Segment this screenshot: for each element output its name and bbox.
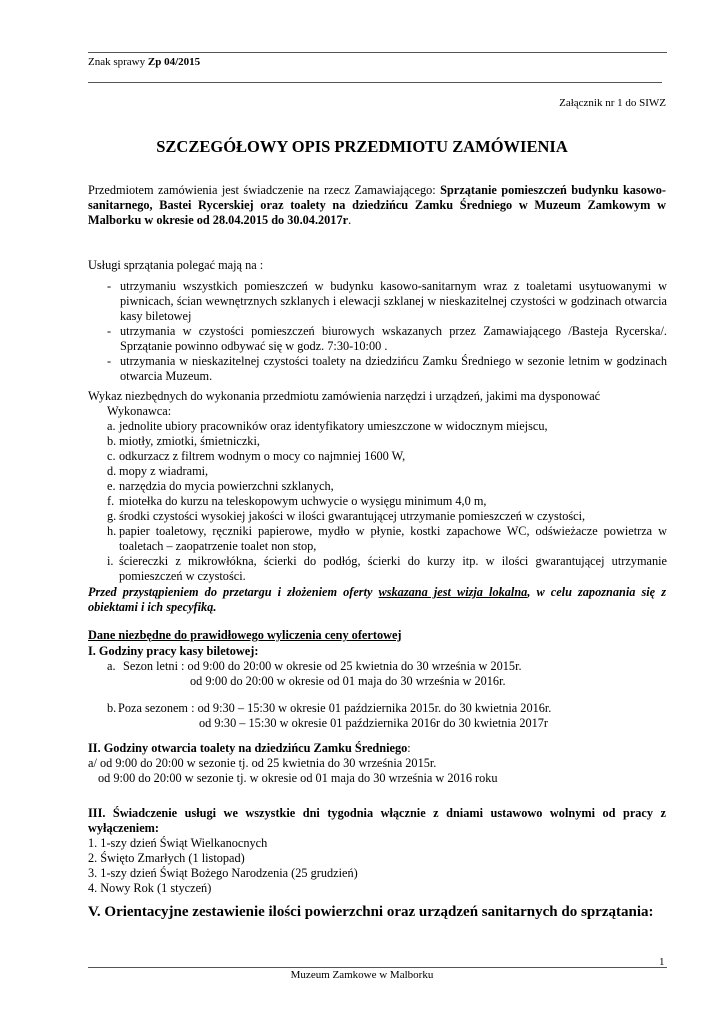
- list-item: c. odkurzacz z filtrem wodnym o mocy co najmniej 1600 W,: [107, 449, 406, 463]
- header-rule-top: [88, 52, 667, 53]
- tools-lead-contractor: Wykonawca:: [107, 404, 172, 418]
- site-visit-notice: Przed przystąpieniem do przetargu i złożeniem oferty wskazana jest wizja lokalna, w celu zapoznania się z obiektami i ich specyfiką.: [88, 585, 667, 614]
- list-item: i. ściereczki z mikrowłókna, ścierki do podłóg, ścierki do kurzy itp. w ilości gwarantującej utrzymanie pomieszczeń w czystości.: [107, 554, 667, 583]
- pricing-heading: Dane niezbędne do prawidłowego wyliczenia ceny ofertowej: [88, 628, 402, 642]
- section-1-a-line1: Sezon letni : od 9:00 do 20:00 w okresie od 25 kwietnia do 30 września w 2015r.: [123, 659, 522, 673]
- page-title: SZCZEGÓŁOWY OPIS PRZEDMIOTU ZAMÓWIENIA: [156, 137, 568, 156]
- list-item: 3. 1-szy dzień Świąt Bożego Narodzenia (25 grudzień): [88, 866, 358, 880]
- intro-lead: Przedmiotem zamówienia jest świadczenie na rzecz Zamawiającego:: [88, 183, 441, 197]
- services-lead: Usługi sprzątania polegać mają na :: [88, 258, 264, 272]
- list-item: e. narzędzia do mycia powierzchni szklanych,: [107, 479, 334, 493]
- case-number: Zp 04/2015: [147, 56, 201, 68]
- list-item: b. miotły, zmiotki, śmietniczki,: [107, 434, 260, 448]
- list-item: - utrzymania w nieskazitelnej czystości toalety na dziedzińcu Zamku Średniego w sezonie letnim w godzinach otwarcia Muzeum.: [107, 354, 667, 383]
- section-1-a-label: a.: [107, 659, 116, 673]
- attachment-label: Załącznik nr 1 do SIWZ: [559, 97, 666, 109]
- section-3-list: [88, 836, 358, 896]
- list-item: d. mopy z wiadrami,: [107, 464, 209, 478]
- list-item: a. jednolite ubiory pracowników oraz identyfikatory umieszczone w widocznym miejscu,: [107, 419, 548, 433]
- intro-paragraph: [88, 183, 666, 228]
- section-3-heading: III. Świadczenie usługi we wszystkie dni tygodnia włącznie z dniami ustawowo wolnymi od pracy z wyłączeniem:: [88, 806, 666, 835]
- section-2-line2: od 9:00 do 20:00 w sezonie tj. w okresie od 01 maja do 30 września w 2016 roku: [98, 771, 498, 785]
- list-item: 1. 1-szy dzień Świąt Wielkanocnych: [88, 836, 268, 850]
- list-item: - utrzymania w czystości pomieszczeń biurowych wskazanych przez Zamawiającego /Basteja Rycerska/. Sprzątanie powinno odbywać się w godz. 7:30-10:00 .: [107, 324, 667, 353]
- intro-tail: .: [348, 213, 352, 227]
- section-1-heading: I. Godziny pracy kasy biletowej:: [88, 644, 259, 658]
- list-item: g. środki czystości wysokiej jakości w ilości gwarantującej utrzymanie pomieszczeń w czystości,: [107, 509, 586, 523]
- tools-list: [107, 419, 667, 584]
- intro-subject: Sprzątanie pomieszczeń budynku kasowo-sanitarnego, Bastei Rycerskiej oraz toalety na dziedzińcu Zamku Średniego w Muzeum Zamkowym w Malborku w okresie od 28.04.2015 do 30.04.2017r: [88, 183, 666, 227]
- section-5-heading: V. Orientacyjne zestawienie ilości powierzchni oraz urządzeń sanitarnych do sprzątania:: [88, 904, 654, 920]
- section-2-heading: II. Godziny otwarcia toalety na dziedzińcu Zamku Średniego:: [88, 741, 411, 755]
- case-prefix: Znak sprawy: [88, 56, 148, 68]
- header-rule-bottom: [88, 82, 662, 83]
- page-number: 1: [659, 956, 665, 968]
- case-reference: [88, 55, 200, 70]
- list-item: 2. Święto Zmarłych (1 listopad): [88, 851, 245, 865]
- list-item: h. papier toaletowy, ręczniki papierowe, mydło w płynie, kostki zapachowe WC, odświeżacze powietrza w toaletach – zaopatrzenie toalet non stop,: [107, 524, 667, 553]
- services-list: [107, 279, 667, 384]
- section-1-b-label: b.: [107, 701, 117, 715]
- tools-lead: Wykaz niezbędnych do wykonania przedmiotu zamówienia narzędzi i urządzeń, jakimi ma dysponować: [88, 389, 601, 403]
- list-item: f. miotełka do kurzu na teleskopowym uchwycie o wysięgu minimum 4,0 m,: [107, 494, 487, 508]
- footer-institution: Muzeum Zamkowe w Malborku: [290, 969, 434, 981]
- list-item: - utrzymaniu wszystkich pomieszczeń w budynku kasowo-sanitarnym wraz z toaletami usytuowanymi w piwnicach, ścian wewnętrznych szklanych i elewacji szklanej w nieskazitelnej czystości w godzinach otwarcia kasy biletowej: [107, 279, 667, 323]
- section-1-a-line2: od 9:00 do 20:00 w okresie od 01 maja do 30 września w 2016r.: [190, 674, 506, 688]
- section-1-b-line2: od 9:30 – 15:30 w okresie 01 października 2016r do 30 kwietnia 2017r: [199, 716, 549, 730]
- list-item: 4. Nowy Rok (1 styczeń): [88, 881, 212, 895]
- section-1-b-line1: Poza sezonem : od 9:30 – 15:30 w okresie 01 października 2015r. do 30 kwietnia 2016r.: [118, 701, 552, 715]
- section-2-line1: a/ od 9:00 do 20:00 w sezonie tj. od 25 kwietnia do 30 września 2015r.: [88, 756, 437, 770]
